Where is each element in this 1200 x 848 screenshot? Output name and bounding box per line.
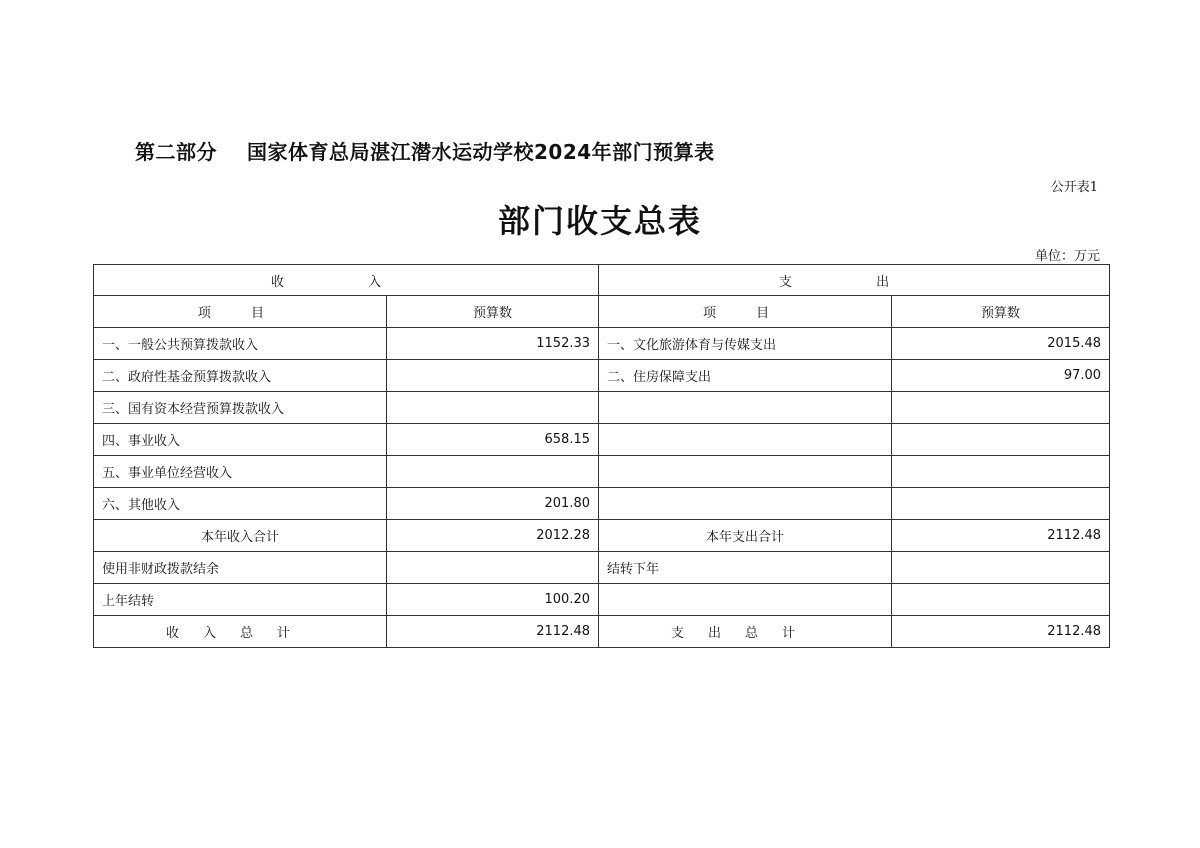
expense-amount: 97.00 [892,360,1110,392]
unit-label: 单位：万元 [1034,249,1100,264]
income-item: 一、一般公共预算拨款收入 [94,328,387,360]
table-row [94,392,1110,424]
expense-subtotal-label: 本年支出合计 [599,520,892,552]
table-number: 公开表1 [1050,180,1098,195]
income-amount [387,456,599,488]
income-subtotal-amount: 2012.28 [387,520,599,552]
income-item: 使用非财政拨款结余 [94,552,387,584]
expense-amount [892,584,1110,616]
income-item: 上年结转 [94,584,387,616]
expense-amount: 2015.48 [892,328,1110,360]
income-amount [387,360,599,392]
income-item: 五、事业单位经营收入 [94,456,387,488]
expense-amount [892,392,1110,424]
budget-table [93,264,1110,648]
expense-item [599,392,892,424]
income-amount: 100.20 [387,584,599,616]
expense-header: 支 出 [599,265,1110,296]
table-row [94,552,1110,584]
expense-item: 二、住房保障支出 [599,360,892,392]
income-item-header: 项 目 [94,296,387,328]
income-amount: 1152.33 [387,328,599,360]
table-row [94,328,1110,360]
table-row [94,360,1110,392]
part-label: 第二部分 [135,140,217,164]
table-header-row [94,265,1110,296]
expense-item-header: 项 目 [599,296,892,328]
income-item: 四、事业收入 [94,424,387,456]
income-item: 三、国有资本经营预算拨款收入 [94,392,387,424]
table-row [94,424,1110,456]
org-title: 国家体育总局湛江潜水运动学校2024年部门预算表 [247,140,715,164]
expense-item [599,488,892,520]
expense-item: 一、文化旅游体育与传媒支出 [599,328,892,360]
expense-item [599,424,892,456]
expense-item [599,584,892,616]
page-title: 部门收支总表 [497,202,702,240]
income-amount: 201.80 [387,488,599,520]
table-row [94,488,1110,520]
expense-subtotal-amount: 2112.48 [892,520,1110,552]
expense-amount-header: 预算数 [892,296,1110,328]
income-amount: 658.15 [387,424,599,456]
expense-total-label: 支出总计 [599,616,892,648]
expense-item: 结转下年 [599,552,892,584]
income-amount [387,552,599,584]
expense-amount [892,456,1110,488]
income-amount-header: 预算数 [387,296,599,328]
expense-amount [892,552,1110,584]
expense-amount [892,488,1110,520]
table-row [94,456,1110,488]
income-subtotal-label: 本年收入合计 [94,520,387,552]
table-row [94,584,1110,616]
part-header [135,136,715,165]
income-item: 二、政府性基金预算拨款收入 [94,360,387,392]
subtotal-row [94,520,1110,552]
expense-item [599,456,892,488]
income-amount [387,392,599,424]
expense-total-amount: 2112.48 [892,616,1110,648]
income-total-amount: 2112.48 [387,616,599,648]
expense-amount [892,424,1110,456]
total-row [94,616,1110,648]
column-header-row [94,296,1110,328]
income-item: 六、其他收入 [94,488,387,520]
income-header: 收 入 [94,265,599,296]
income-total-label: 收入总计 [94,616,387,648]
